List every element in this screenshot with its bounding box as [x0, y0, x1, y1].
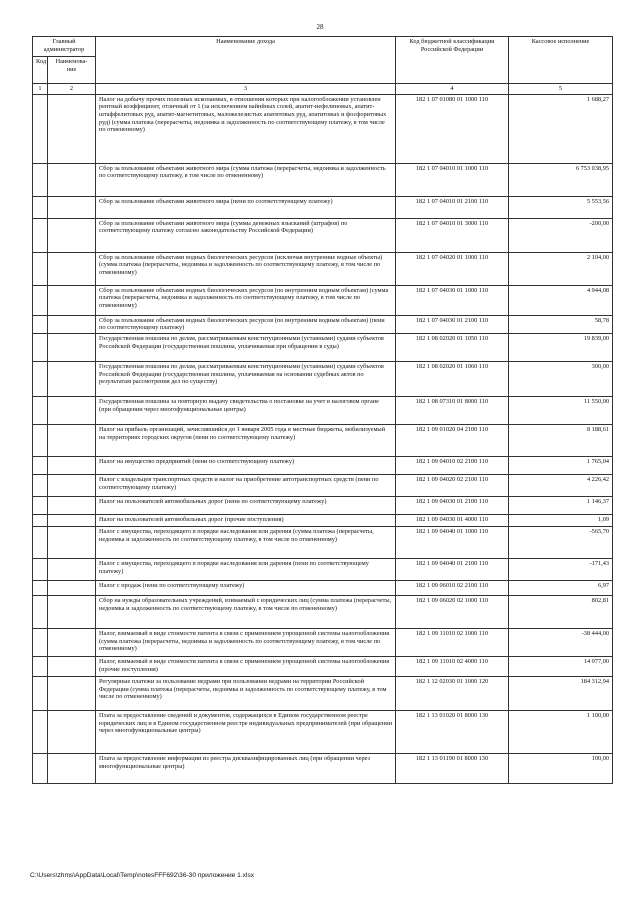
- income-name: Налог с имущества, переходящего в порядке наследования или дарения (сумма платежа (перерасчеты, недоимка и задолженность по соответствующему платежу, в том числе по отмененному): [96, 527, 396, 559]
- income-name: Налог на пользователей автомобильных дорог (пени по соответствующему платежу): [96, 497, 396, 515]
- cash-amount: -200,00: [509, 218, 613, 252]
- cash-amount: -565,70: [509, 527, 613, 559]
- cash-amount: 14 977,00: [509, 657, 613, 677]
- budget-code: 182 1 07 04010 01 3000 110: [396, 218, 509, 252]
- table-row: [33, 527, 613, 559]
- income-name: Государственная пошлина по делам, рассматриваемым конституционными (уставными) судами субъектов Российской Федерации (государственная пошлина, уплачиваемая на основании судебных актов по результатам рассмотрения дел по существу): [96, 362, 396, 397]
- header-income-name: Наименование дохода: [96, 37, 396, 84]
- cash-amount: 1 146,37: [509, 497, 613, 515]
- table-row: [33, 657, 613, 677]
- cash-amount: 8 188,61: [509, 425, 613, 457]
- cash-amount: 300,00: [509, 362, 613, 397]
- cash-amount: 1,09: [509, 515, 613, 527]
- table-row: [33, 559, 613, 581]
- income-name: Налог с владельцев транспортных средств и налог на приобретение автотранспортных средств (пени по соответствующему платежу): [96, 475, 396, 497]
- table-row: [33, 475, 613, 497]
- budget-code: 182 1 09 04020 02 2100 110: [396, 475, 509, 497]
- budget-code: 182 1 13 01190 01 8000 130: [396, 754, 509, 784]
- cash-amount: 2 104,00: [509, 252, 613, 285]
- cash-amount: 802,81: [509, 596, 613, 629]
- cash-amount: 58,78: [509, 315, 613, 333]
- header-budget-code: Код бюджетной классификации Российской Федерации: [396, 37, 509, 84]
- budget-code: 182 1 07 04030 01 2100 110: [396, 315, 509, 333]
- cash-amount: 4 226,42: [509, 475, 613, 497]
- income-name: Сбор за пользование объектами водных биологических ресурсов (по внутренним водным объектам) (пени по соответствующему платежу): [96, 315, 396, 333]
- income-name: Налог с продаж (пени по соответствующему платежу): [96, 581, 396, 596]
- table-row: [33, 94, 613, 163]
- income-table: [32, 36, 613, 784]
- budget-code: 182 1 09 11010 02 4000 110: [396, 657, 509, 677]
- table-row: [33, 334, 613, 362]
- column-number: 5: [509, 84, 613, 95]
- table-row: [33, 711, 613, 754]
- cash-amount: 1 688,27: [509, 94, 613, 163]
- cash-amount: 100,00: [509, 754, 613, 784]
- table-row: [33, 754, 613, 784]
- income-name: Налог на имущество предприятий (пени по соответствующему платежу): [96, 457, 396, 475]
- income-name: Налог на добычу прочих полезных ископаемых, в отношении которых при налогообложении установлен рентный коэффициент, отличный от 1 (за исключением вайнйных солей, апатит-нефелиновых, апатит-штаффелитовых руд, апатит-магнетитовых, маложелезистых апатитовых руд, апатитовых и фосфоритовых руд) (сумма платежа (перерасчеты, недоимка и задолженность по соответствующему платежу, в том числе по отмененному): [96, 94, 396, 163]
- table-row: [33, 677, 613, 711]
- income-name: Сбор за пользование объектами животного мира (пени по соответствующему платежу): [96, 196, 396, 218]
- table-row: [33, 218, 613, 252]
- budget-code: 182 1 07 04010 01 1000 110: [396, 163, 509, 196]
- table-row: [33, 581, 613, 596]
- column-number: 1: [33, 84, 48, 95]
- income-name: Государственная пошлина за повторную выдачу свидетельства о постановке на учет в налоговом органе (при обращении через многофункциональные центры): [96, 397, 396, 425]
- budget-code: 182 1 12 02030 01 1000 120: [396, 677, 509, 711]
- cash-amount: -38 444,00: [509, 629, 613, 657]
- income-name: Налог на пользователей автомобильных дорог (прочие поступления): [96, 515, 396, 527]
- income-name: Сбор за пользование объектами животного мира (суммы денежных взысканий (штрафов) по соответствующему платежу согласно законодательству Российской Федерации): [96, 218, 396, 252]
- table-row: [33, 163, 613, 196]
- table-row: [33, 629, 613, 657]
- table-row: [33, 362, 613, 397]
- budget-code: 182 1 09 06010 02 2100 110: [396, 581, 509, 596]
- table-row: [33, 497, 613, 515]
- table-row: [33, 425, 613, 457]
- income-name: Налог на прибыль организаций, зачислявшийся до 1 января 2005 года в местные бюджеты, мобилизуемый на территориях городских округов (пени по соответствующему платежу): [96, 425, 396, 457]
- page-number: 28: [316, 23, 324, 31]
- budget-code: 182 1 09 04040 01 2100 110: [396, 559, 509, 581]
- budget-code: 182 1 07 04030 01 1000 110: [396, 285, 509, 315]
- budget-code: 182 1 07 04010 01 2100 110: [396, 196, 509, 218]
- header-cash-execution: Кассовое исполнение: [509, 37, 613, 84]
- budget-code: 182 1 09 06020 02 1000 110: [396, 596, 509, 629]
- header-admin-name: Наименова-ние: [48, 57, 96, 84]
- income-name: Сбор на нужды образовательных учреждений, взимаемый с юридических лиц (сумма платежа (перерасчеты, недоимка и задолженность по соответствующему платежу, в том числе по отмененному): [96, 596, 396, 629]
- header-admin-group: Главный администратор: [33, 37, 96, 57]
- income-name: Налог, взимаемый в виде стоимости патента в связи с применением упрощенной системы налогообложения (сумма платежа (перерасчеты, недоимка и задолженность по соответствующему платежу, в том числе по отмененному): [96, 629, 396, 657]
- cash-amount: 1 100,00: [509, 711, 613, 754]
- header-code: Код: [33, 57, 48, 84]
- table-row: [33, 285, 613, 315]
- budget-code: 182 1 09 01020 04 2100 110: [396, 425, 509, 457]
- income-name: Сбор за пользование объектами водных биологических ресурсов (исключая внутренние водные объекты) (сумма платежа (перерасчеты, недоимка и задолженность по соответствующему платежу, в том числе по отмененному): [96, 252, 396, 285]
- income-name: Сбор за пользование объектами водных биологических ресурсов (по внутренним водным объектам) (сумма платежа (перерасчеты, недоимка и задолженность по соответствующему платежу, в том числе по отмененному): [96, 285, 396, 315]
- cash-amount: 6 753 038,95: [509, 163, 613, 196]
- budget-code: 182 1 07 01080 01 1000 110: [396, 94, 509, 163]
- budget-code: 182 1 09 04040 01 1000 110: [396, 527, 509, 559]
- budget-code: 182 1 08 02020 01 1050 110: [396, 334, 509, 362]
- income-name: Регулярные платежи за пользование недрами при пользовании недрами на территории Российской Федерации (сумма платежа (перерасчеты, недоимка и задолженность по соответствующему платежу, в том числе по отмененному): [96, 677, 396, 711]
- file-path-footer: C:\Users\zhms\AppData\Local\Temp\notesFFF692\36-30 приложение 1.xlsx: [30, 872, 255, 879]
- budget-code: 182 1 13 01020 01 8000 130: [396, 711, 509, 754]
- budget-code: 182 1 08 07310 01 8000 110: [396, 397, 509, 425]
- table-row: [33, 196, 613, 218]
- budget-code: 182 1 07 04020 01 1000 110: [396, 252, 509, 285]
- cash-amount: 5 553,56: [509, 196, 613, 218]
- table-row: [33, 457, 613, 475]
- budget-code: 182 1 09 04010 02 2100 110: [396, 457, 509, 475]
- table-row: [33, 596, 613, 629]
- table-row: [33, 315, 613, 333]
- budget-code: 182 1 09 11010 02 1000 110: [396, 629, 509, 657]
- table-row: [33, 515, 613, 527]
- budget-code: 182 1 09 04030 01 2100 110: [396, 497, 509, 515]
- column-number: 3: [96, 84, 396, 95]
- cash-amount: 11 550,00: [509, 397, 613, 425]
- income-name: Налог с имущества, переходящего в порядке наследования или дарения (пени по соответствующему платежу): [96, 559, 396, 581]
- column-number: 4: [396, 84, 509, 95]
- income-name: Государственная пошлина по делам, рассматриваемым конституционными (уставными) судами субъектов Российской Федерации (государственная пошлина, уплачиваемая при обращении в суды): [96, 334, 396, 362]
- budget-code: 182 1 09 04030 01 4000 110: [396, 515, 509, 527]
- income-name: Плата за предоставление информации из реестра дисквалифицированных лиц (при обращении через многофункциональные центры): [96, 754, 396, 784]
- cash-amount: 1 765,04: [509, 457, 613, 475]
- budget-code: 182 1 08 02020 01 1060 110: [396, 362, 509, 397]
- cash-amount: 4 944,08: [509, 285, 613, 315]
- income-name: Налог, взимаемый в виде стоимости патента в связи с применением упрощенной системы налогообложения (прочие поступления): [96, 657, 396, 677]
- column-number: 2: [48, 84, 96, 95]
- cash-amount: 19 839,00: [509, 334, 613, 362]
- cash-amount: 184 312,94: [509, 677, 613, 711]
- table-row: [33, 252, 613, 285]
- income-name: Сбор за пользование объектами животного мира (сумма платежа (перерасчеты, недоимка и задолженность по соответствующему платежу, в том числе по отмененному): [96, 163, 396, 196]
- cash-amount: -171,43: [509, 559, 613, 581]
- income-name: Плата за предоставление сведений и документов, содержащихся в Едином государственном реестре юридических лиц и в Едином государственном реестре индивидуальных предпринимателей (при обращении через многофункциональные центры): [96, 711, 396, 754]
- table-row: [33, 397, 613, 425]
- cash-amount: 6,97: [509, 581, 613, 596]
